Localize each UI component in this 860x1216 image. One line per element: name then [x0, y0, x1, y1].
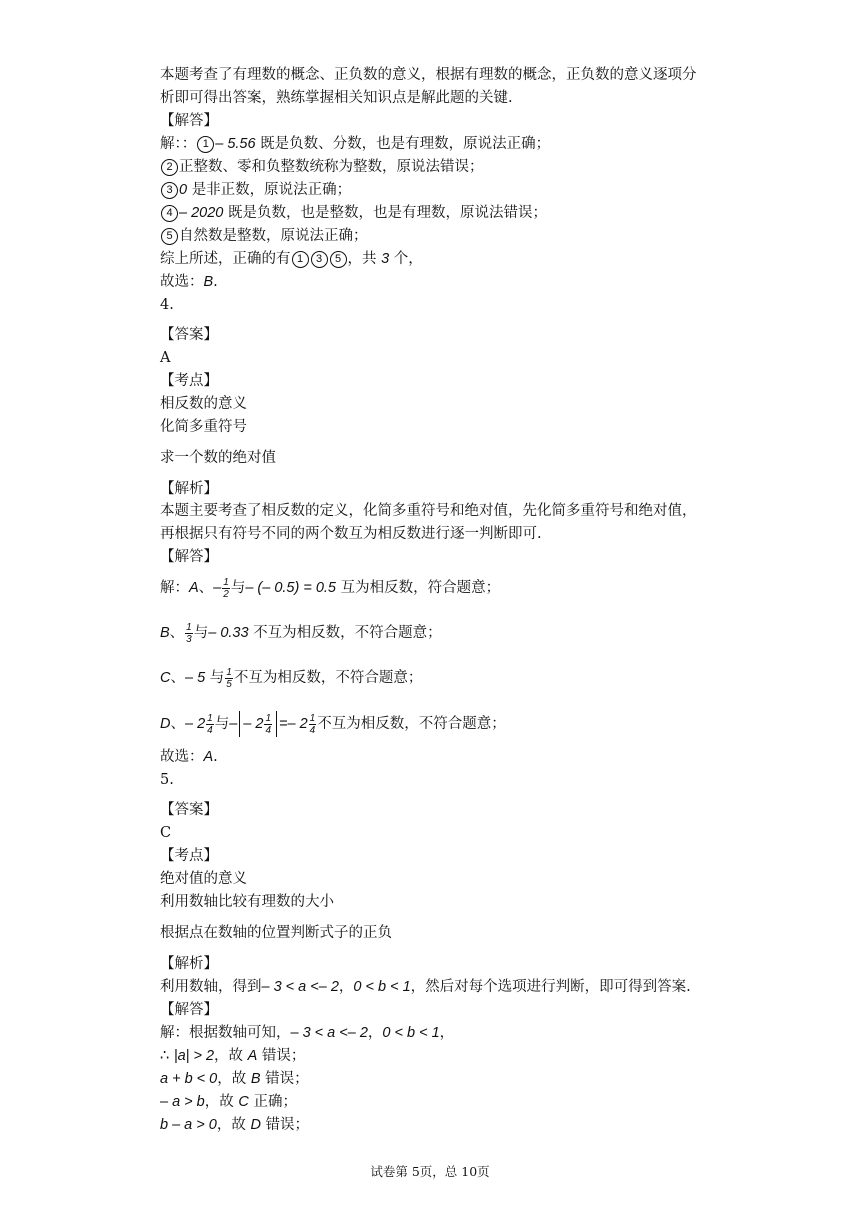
- option-letter: B: [250, 1071, 261, 1087]
- denominator: 5: [226, 678, 232, 690]
- q5-analysis: [160, 976, 691, 998]
- circled-number: 4: [161, 205, 178, 222]
- q3-item-3: [160, 179, 351, 201]
- q4-point: 化简多重符号: [160, 419, 247, 435]
- q4-points-heading: 【考点】: [160, 373, 218, 389]
- separator: ，: [367, 1025, 383, 1041]
- summary-text: 综上所述，正确的有: [160, 251, 291, 267]
- page-footer: 试卷第 5页，总 10页: [370, 1164, 490, 1179]
- q5-point: 利用数轴比较有理数的大小: [160, 894, 334, 910]
- q4-choice: [160, 746, 218, 768]
- math-expr: – 2: [243, 716, 264, 732]
- q4-solution-a: [160, 574, 500, 602]
- q5-answer: C: [160, 825, 172, 841]
- circled-number: 5: [330, 251, 347, 268]
- math-expr: – 3 < a <– 2: [261, 979, 339, 995]
- connector: 与: [193, 625, 209, 641]
- analysis-text: 利用数轴，得到: [160, 979, 262, 995]
- connector: 与: [214, 716, 230, 732]
- solution-text: 错误；: [260, 1071, 309, 1087]
- solution-prefix: 解：: [160, 580, 189, 596]
- item-text: 互为相反数，符合题意；: [340, 580, 501, 596]
- option-letter: B: [160, 625, 170, 641]
- separator: 、: [198, 580, 214, 596]
- denominator: 3: [186, 633, 192, 645]
- minus-sign: –: [213, 580, 222, 596]
- q4-point: 相反数的意义: [160, 396, 247, 412]
- q4-answer: A: [160, 350, 171, 366]
- circled-number: 1: [197, 136, 214, 153]
- analysis-text: ，然后对每个选项进行判断，即可得到答案.: [410, 979, 691, 995]
- math-expr: – 0.33: [208, 625, 249, 641]
- choice-suffix: .: [213, 749, 218, 765]
- math-expr: 0: [179, 182, 188, 198]
- q4-analysis-line: 本题主要考查了相反数的定义，化简多重符号和绝对值，先化简多重符号和绝对值，: [160, 503, 697, 519]
- circled-number: 1: [292, 251, 309, 268]
- therefore-symbol: ∴: [160, 1048, 174, 1064]
- q4-solution-b: [160, 619, 442, 647]
- choice-prefix: 故选：: [160, 274, 204, 290]
- math-expr: – 5.56: [215, 136, 256, 152]
- circled-number: 3: [311, 251, 328, 268]
- math-expr: – 2020: [179, 205, 224, 221]
- q5-solution-line: [160, 1045, 305, 1067]
- option-letter: D: [160, 716, 171, 732]
- q4-analysis-heading: 【解析】: [160, 481, 218, 497]
- numerator: 1: [226, 666, 232, 678]
- q5-solution-intro: [160, 1022, 454, 1044]
- solution-text: 正确；: [248, 1094, 297, 1110]
- math-expr: |a| > 2: [173, 1048, 215, 1064]
- q3-item-2: [160, 156, 484, 178]
- q3-analysis-line: 析即可得出答案，熟练掌握相关知识点是解此题的关键.: [160, 90, 513, 106]
- solution-text: ，故: [214, 1048, 248, 1064]
- q5-solution-heading: 【解答】: [160, 1002, 218, 1018]
- q4-solution-d: [160, 709, 506, 739]
- separator: ，: [338, 979, 354, 995]
- circled-number: 5: [161, 228, 178, 245]
- summary-text: ，共: [347, 251, 377, 267]
- separator: 、: [169, 625, 185, 641]
- item-text: 不互为相反数，不符合题意；: [253, 625, 442, 641]
- math-expr: 0 < b < 1: [353, 979, 411, 995]
- math-expr: 0 < b < 1: [382, 1025, 440, 1041]
- option-letter: A: [247, 1048, 258, 1064]
- fraction: [264, 713, 272, 736]
- q4-analysis-line: 再根据只有符号不同的两个数互为相反数进行逐一判断即可.: [160, 526, 542, 542]
- option-letter: A: [189, 580, 199, 596]
- choice-letter: B: [203, 274, 214, 290]
- numerator: 1: [186, 621, 192, 633]
- fraction: [206, 713, 214, 736]
- separator: 、: [170, 716, 185, 732]
- absolute-value: [239, 711, 277, 737]
- connector: 与: [230, 580, 246, 596]
- numerator: 1: [265, 712, 272, 724]
- circled-number: 3: [161, 182, 178, 199]
- solution-text: 错误；: [260, 1117, 310, 1133]
- math-expr: – 5: [184, 670, 206, 686]
- solution-prefix: 解：：: [160, 136, 197, 152]
- q3-choice: [160, 271, 218, 293]
- math-expr: a + b < 0: [160, 1071, 218, 1087]
- q3-summary: [160, 248, 423, 270]
- math-expr: =– 2: [279, 716, 308, 732]
- choice-letter: A: [203, 749, 214, 765]
- denominator: 4: [265, 724, 272, 736]
- item-text: 不互为相反数，不符合题意；: [317, 716, 506, 732]
- q3-solution-heading: 【解答】: [160, 113, 218, 129]
- q5-point: 根据点在数轴的位置判断式子的正负: [160, 925, 392, 941]
- item-text: 既是负数、分数，也是有理数，原说法正确；: [260, 136, 551, 152]
- q3-analysis-line: 本题考查了有理数的概念、正负数的意义，根据有理数的概念，正负数的意义逐项分: [160, 67, 697, 83]
- fraction: [309, 713, 317, 736]
- solution-text: ，故: [217, 1071, 251, 1087]
- q4-solution-c: [160, 664, 422, 692]
- option-letter: C: [238, 1094, 249, 1110]
- q5-number: 5.: [160, 772, 174, 788]
- q5-solution-line: [160, 1091, 297, 1113]
- q4-answer-heading: 【答案】: [160, 327, 218, 343]
- math-expr: – 3 < a <– 2: [290, 1025, 368, 1041]
- fraction: [185, 622, 193, 645]
- option-letter: C: [160, 670, 171, 686]
- summary-text: 个，: [393, 251, 423, 267]
- q5-point: 绝对值的意义: [160, 871, 247, 887]
- solution-text: 错误；: [257, 1048, 306, 1064]
- separator: 、: [170, 670, 185, 686]
- fraction: [222, 577, 230, 600]
- separator: ，: [439, 1025, 455, 1041]
- q4-point: 求一个数的绝对值: [160, 450, 276, 466]
- solution-text: ，故: [216, 1117, 251, 1133]
- q5-points-heading: 【考点】: [160, 848, 218, 864]
- item-text: 是非正数，原说法正确；: [191, 182, 352, 198]
- minus-sign: –: [229, 716, 238, 732]
- choice-suffix: .: [213, 274, 218, 290]
- choice-prefix: 故选：: [160, 749, 204, 765]
- q5-solution-line: [160, 1068, 309, 1090]
- item-text: 不互为相反数，不符合题意；: [233, 670, 423, 686]
- denominator: 2: [223, 588, 229, 600]
- math-expr: – (– 0.5) = 0.5: [245, 580, 336, 596]
- connector: 与: [209, 670, 225, 686]
- numerator: 1: [309, 712, 316, 724]
- q4-number: 4.: [160, 297, 174, 313]
- circled-number: 2: [161, 159, 178, 176]
- q4-solution-heading: 【解答】: [160, 549, 218, 565]
- math-expr: b – a > 0: [160, 1117, 217, 1133]
- fraction: [225, 667, 233, 690]
- item-text: 自然数是整数，原说法正确；: [179, 228, 368, 244]
- math-expr: – 2: [184, 716, 206, 732]
- item-text: 正整数、零和负整数统称为整数，原说法错误；: [179, 159, 484, 175]
- denominator: 4: [309, 724, 316, 736]
- q3-item-4: [160, 202, 547, 224]
- q3-item-1: [160, 133, 550, 155]
- item-text: 既是负数，也是整数，也是有理数，原说法错误；: [227, 205, 547, 221]
- q5-analysis-heading: 【解析】: [160, 956, 218, 972]
- solution-text: 解：根据数轴可知，: [160, 1025, 291, 1041]
- q5-answer-heading: 【答案】: [160, 802, 218, 818]
- numerator: 1: [207, 712, 213, 724]
- math-expr: – a > b: [160, 1094, 205, 1110]
- solution-text: ，故: [204, 1094, 239, 1110]
- denominator: 4: [207, 724, 213, 736]
- q5-solution-line: [160, 1114, 309, 1136]
- q3-item-5: [160, 225, 368, 247]
- numerator: 1: [223, 576, 229, 588]
- option-letter: D: [250, 1117, 261, 1133]
- math-expr: 3: [381, 251, 390, 267]
